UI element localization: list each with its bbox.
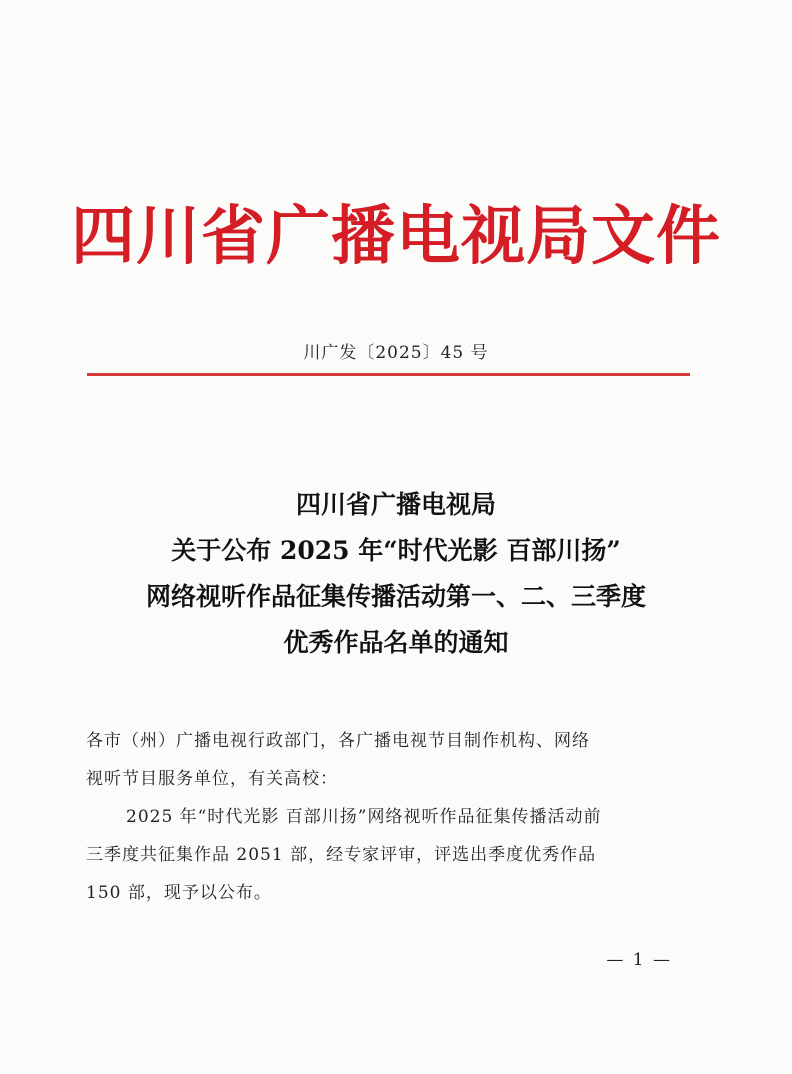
title-line: 网络视听作品征集传播活动第一、二、三季度: [145, 582, 646, 611]
agency-file-header: 四川省广播电视局文件: [71, 199, 721, 274]
red-divider-line: [87, 373, 690, 376]
page-number: — 1 —: [606, 950, 672, 970]
title-line: 四川省广播电视局: [295, 490, 496, 519]
title-line: 关于公布 2025 年“时代光影 百部川扬”: [171, 536, 621, 565]
title-line: 优秀作品名单的通知: [283, 628, 509, 657]
paragraph-line: 三季度共征集作品 2051 部，经专家评审，评选出季度优秀作品: [86, 845, 597, 865]
notice-title: [0, 482, 792, 666]
document-number: 川广发〔2025〕45 号: [303, 343, 489, 363]
paragraph-line: 2025 年“时代光影 百部川扬”网络视听作品征集传播活动前: [126, 807, 602, 827]
notice-body: [86, 722, 696, 912]
salutation-line: 各市（州）广播电视行政部门，各广播电视节目制作机构、网络: [86, 731, 590, 751]
salutation-line: 视听节目服务单位，有关高校：: [86, 769, 338, 789]
paragraph-line: 150 部，现予以公布。: [86, 883, 272, 903]
